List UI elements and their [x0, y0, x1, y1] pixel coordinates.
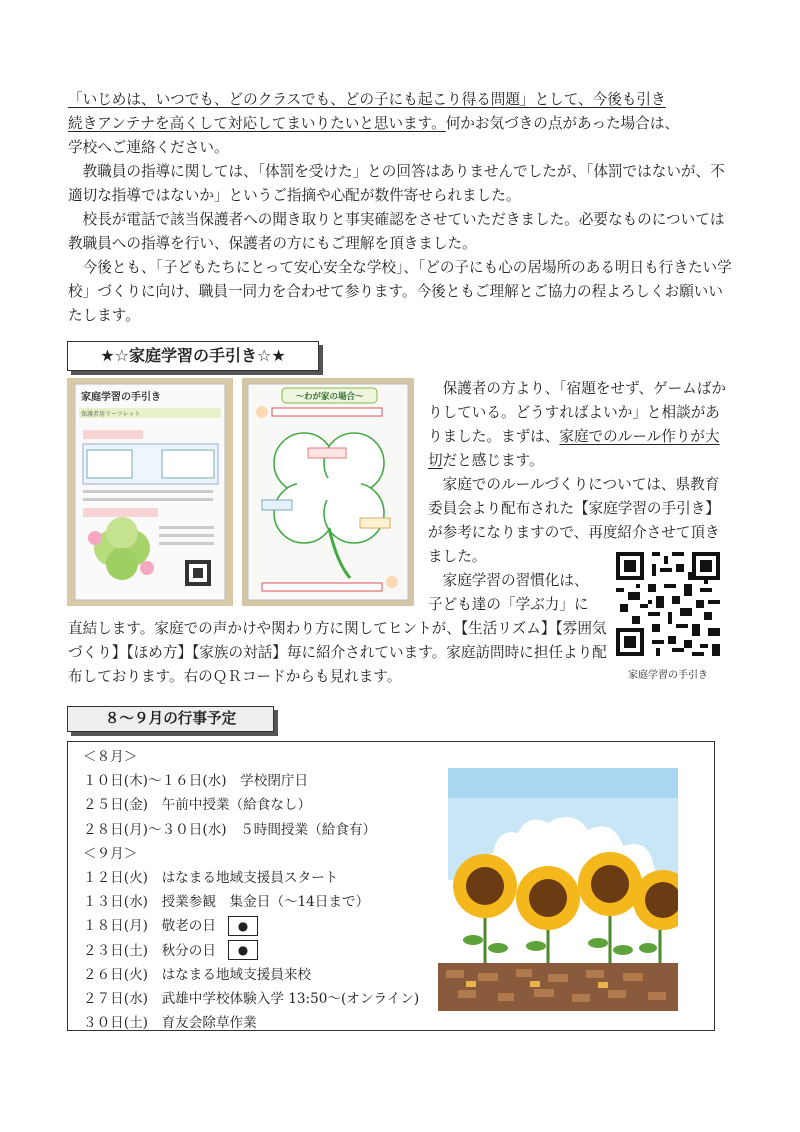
intro-line3: 学校へご連絡ください。 [68, 139, 229, 156]
event-text: ２３日(土) 秋分の日 [83, 942, 216, 959]
schedule-box [67, 741, 715, 1031]
intro-para4: 今後とも、「子どもたちにとって安心安全な学校」、「どの子にも心の居場所のある明日も行きたい学校」づくりに向け、職員一同力を合わせて参ります。今後ともご理解とご協力の程よろしくお願いいたします。 [68, 259, 732, 324]
home-study-p1-underlined: 家庭でのルール作りが大切 [428, 428, 720, 469]
event-text: ２７日(水) 武雄中学校体験入学 13:50～(オンライン) [83, 991, 420, 1008]
sunflower-illustration [438, 768, 678, 1018]
home-study-p1b: だと感じます。 [442, 452, 544, 469]
event-item [83, 987, 419, 1011]
intro-para3: 校長が電話で該当保護者への聞き取りと事実確認をさせていただきました。必要なものについては教職員への指導を行い、保護者の方にもご理解を頂きました。 [68, 211, 725, 252]
intro-line2-underlined: 続きアンテナを高くして対応してまいりたいと思います。 [68, 115, 446, 132]
home-study-p2: 家庭でのルールづくりについては、県教育委員会より配布された【家庭学習の手引き】が参考になりますので、再度紹介させて頂きました。 [428, 476, 720, 565]
event-item [83, 793, 419, 817]
home-study-text [428, 377, 733, 569]
home-study-p1a: 保護者の方より、「宿題をせず、ゲームばかりしている。どうすればよいか」と相談がありました。まずは、 [428, 380, 727, 445]
home-study-p3c: 直結します。家庭での声かけや関わり方に関してヒントが、【生活リズム】【雰囲気づくり】【ほめ方】【家族の対話】毎に紹介されています。家庭訪問時に担任より配布しております。右のＱＲコードからも見れます。 [68, 620, 607, 685]
leaflet-left-subtitle: 保護者用リーフレット [81, 411, 141, 418]
event-text: １３日(水) 授業参観 集金日（～14日まで） [83, 894, 370, 911]
event-item [83, 818, 419, 842]
leaflet-left-title: 家庭学習の手引き [81, 392, 161, 403]
holiday-mark-box: ● [228, 940, 258, 960]
event-item [83, 939, 419, 963]
event-item [83, 963, 419, 987]
event-text: ２６日(火) はなまる地域支援員来校 [83, 966, 312, 983]
event-item [83, 914, 419, 938]
leaflet-photo-right [242, 378, 414, 606]
event-item [83, 842, 419, 866]
event-text: ＜８月＞ [83, 749, 138, 765]
leaflet-photo-left [67, 378, 233, 606]
event-item [83, 745, 419, 769]
event-text: １８日(月) 敬老の日 [83, 918, 216, 935]
leaflet-right-title: ～わが家の場合～ [295, 392, 364, 402]
qr-code[interactable] [616, 552, 720, 656]
section-title-home-study: ★☆家庭学習の手引き☆★ [67, 341, 319, 371]
home-study-p3a: 家庭学習の習慣化は、 [442, 572, 589, 589]
intro-text [68, 88, 733, 328]
intro-line1: 「いじめは、いつでも、どのクラスでも、どの子にも起こり得る問題」として、今後も引き [68, 91, 666, 108]
event-text: ２５日(金) 午前中授業（給食なし） [83, 797, 312, 814]
event-item [83, 1011, 419, 1035]
event-item [83, 890, 419, 914]
section-title-schedule: ８～９月の行事予定 [67, 706, 274, 732]
event-item [83, 866, 419, 890]
qr-caption: 家庭学習の手引き [628, 670, 708, 681]
event-text: ３０日(土) 育友会除草作業 [83, 1015, 257, 1032]
holiday-mark-box: ● [228, 916, 258, 936]
event-text: １０日(木)～１６日(水) 学校閉庁日 [83, 773, 309, 790]
event-item [83, 769, 419, 793]
event-text: ＜９月＞ [83, 845, 138, 862]
event-text: １２日(火) はなまる地域支援員スタート [83, 870, 339, 887]
intro-para2: 教職員の指導に関しては、「体罰を受けた」との回答はありませんでしたが、「体罰ではないが、不適切な指導ではないか」というご指摘や心配が数件寄せられました。 [68, 163, 725, 204]
event-text: ２８日(月)～３０日(水) ５時間授業（給食有） [83, 821, 377, 838]
event-list [83, 745, 419, 1035]
home-study-p3b: 子ども達の「学ぶ力」に [428, 596, 589, 613]
intro-line2-rest: 何かお気づきの点があった場合は、 [445, 115, 680, 132]
